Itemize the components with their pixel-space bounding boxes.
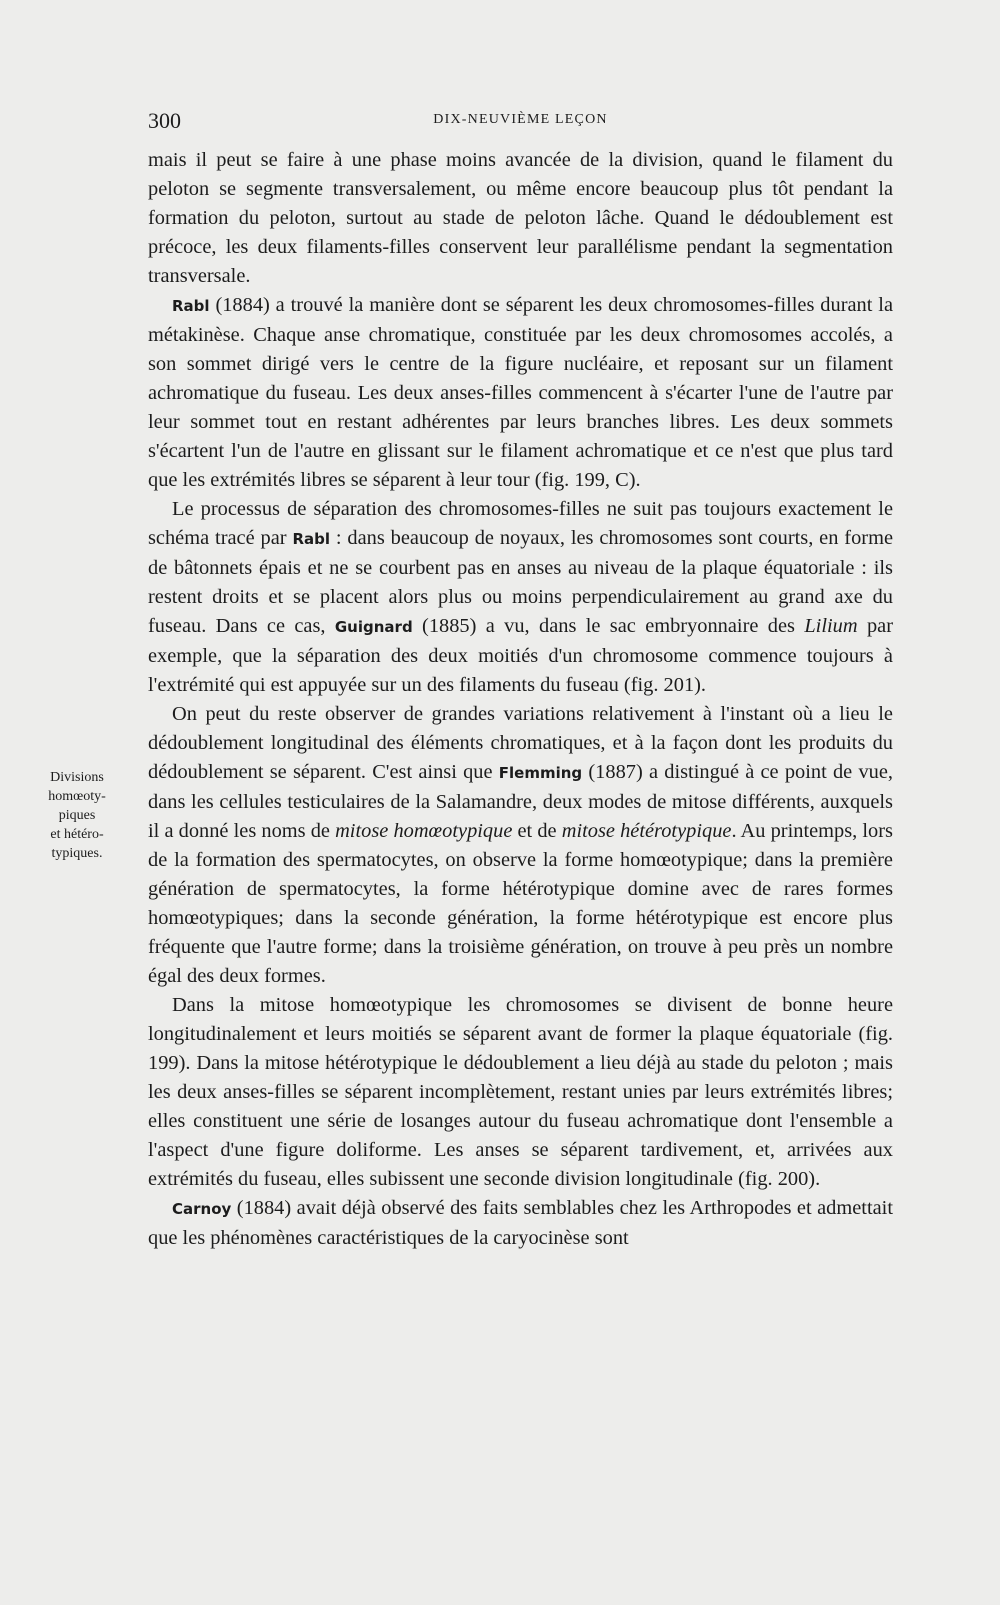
author-name: Flemming — [498, 764, 583, 782]
paragraph-4 — [148, 700, 893, 991]
page-number: 300 — [148, 108, 181, 133]
marginal-note-line: Divisions — [50, 770, 104, 785]
marginal-note — [22, 768, 132, 863]
paragraph-text: : dans beaucoup de noyaux, les chromosomes sont courts, en forme de bâtonnets épais et ne se courbent pas en anses au niveau de la plaque équatoriale : ils restent droits et se placent alors plus ou moins perpendiculairement au grand axe du fuseau. Dans ce cas, — [148, 527, 893, 637]
author-name: Rabl — [172, 297, 210, 315]
author-name: Rabl — [292, 530, 330, 548]
paragraph-2 — [148, 291, 893, 495]
paragraph-text: (1887) a distingué à ce point de vue, dans les cellules testiculaires de la Salamandre, deux modes de mitose différents, auxquels il a donné les noms de — [148, 761, 893, 842]
paragraph-text: (1884) avait déjà observé des faits semblables chez les Arthropodes et admettait que les phénomènes caractéristiques de la caryocinèse sont — [148, 1197, 893, 1249]
italic-term: Lilium — [804, 615, 858, 637]
paragraph-text: (1884) a trouvé la manière dont se séparent les deux chromosomes-filles durant la métakinèse. Chaque anse chromatique, constituée par les deux chromosomes accolés, a son sommet dirigé vers le centre de la figure nucléaire, et reposant sur un filament achromatique du fuseau. Les deux anses-filles commencent à s'écarter l'une de l'autre par leur sommet tout en restant adhérentes par leurs branches libres. Les deux sommets s'écartent l'un de l'autre en glissant sur le filament achromatique et ce n'est que plus tard que les extrémités libres se séparent à leur tour (fig. 199, C). — [148, 294, 893, 491]
paragraph-text: (1885) a vu, dans le sac embryonnaire des — [412, 615, 805, 637]
page-header — [148, 108, 893, 138]
marginal-note-line: typiques. — [51, 846, 103, 861]
italic-term: mitose hétérotypique — [561, 820, 732, 842]
italic-term: mitose homœotypique — [335, 820, 513, 842]
paragraph-5: Dans la mitose homœotypique les chromosomes se divisent de bonne heure longitudinalement et leurs moitiés se séparent avant de former la plaque équatoriale (fig. 199). Dans la mitose hétérotypique le dédoublement a lieu déjà au stade du peloton ; mais les deux anses-filles se séparent incomplètement, restant unies par leurs extrémités libres; elles constituent une série de losanges autour du fuseau achromatique dont l'ensemble a l'aspect d'une figure doliforme. Les anses se séparent tardivement, et, arrivées aux extrémités du fuseau, elles subissent une seconde division longitudinale (fig. 200). — [148, 994, 893, 1190]
author-name: Carnoy — [172, 1200, 232, 1218]
paragraph-3 — [148, 495, 893, 700]
author-name: Guignard — [334, 618, 413, 636]
marginal-note-line: homœoty- — [48, 789, 106, 804]
running-title: DIX-NEUVIÈME LEÇON — [433, 112, 608, 127]
paragraph-6 — [148, 1194, 893, 1253]
paragraph-text: par exemple, que la séparation des deux moitiés d'un chromosome commence toujours à l'extrémité qui est appuyée sur un des filaments du fuseau (fig. 201). — [148, 615, 893, 696]
paragraph-1: mais il peut se faire à une phase moins avancée de la division, quand le filament du peloton se segmente transversalement, ou même encore beaucoup plus tôt pendant la formation du peloton, surtout au stade de peloton lâche. Quand le dédoublement est précoce, les deux filaments-filles conservent leur parallélisme pendant la segmentation transversale. — [148, 149, 893, 287]
paragraph-text: . Au printemps, lors de la formation des spermatocytes, on observe la forme homœotypique; dans la première génération de spermatocytes, la forme hétérotypique domine avec de rares formes homœotypiques; dans la seconde génération, la forme hétérotypique est encore plus fréquente que l'autre forme; dans la troisième génération, on trouve à peu près un nombre égal des deux formes. — [148, 820, 893, 987]
paragraph-text: et de — [512, 820, 562, 842]
marginal-note-line: et hétéro- — [50, 827, 104, 842]
paragraph-text: Le processus de séparation des chromosomes-filles ne suit pas toujours exactement le schéma tracé par — [148, 498, 893, 549]
body-text — [148, 146, 893, 1253]
marginal-note-line: piques — [58, 808, 96, 823]
paragraph-text: On peut du reste observer de grandes variations relativement à l'instant où a lieu le dédoublement longitudinal des éléments chromatiques, et à la façon dont les produits du dédoublement se séparent. C'est ainsi que — [148, 703, 893, 783]
